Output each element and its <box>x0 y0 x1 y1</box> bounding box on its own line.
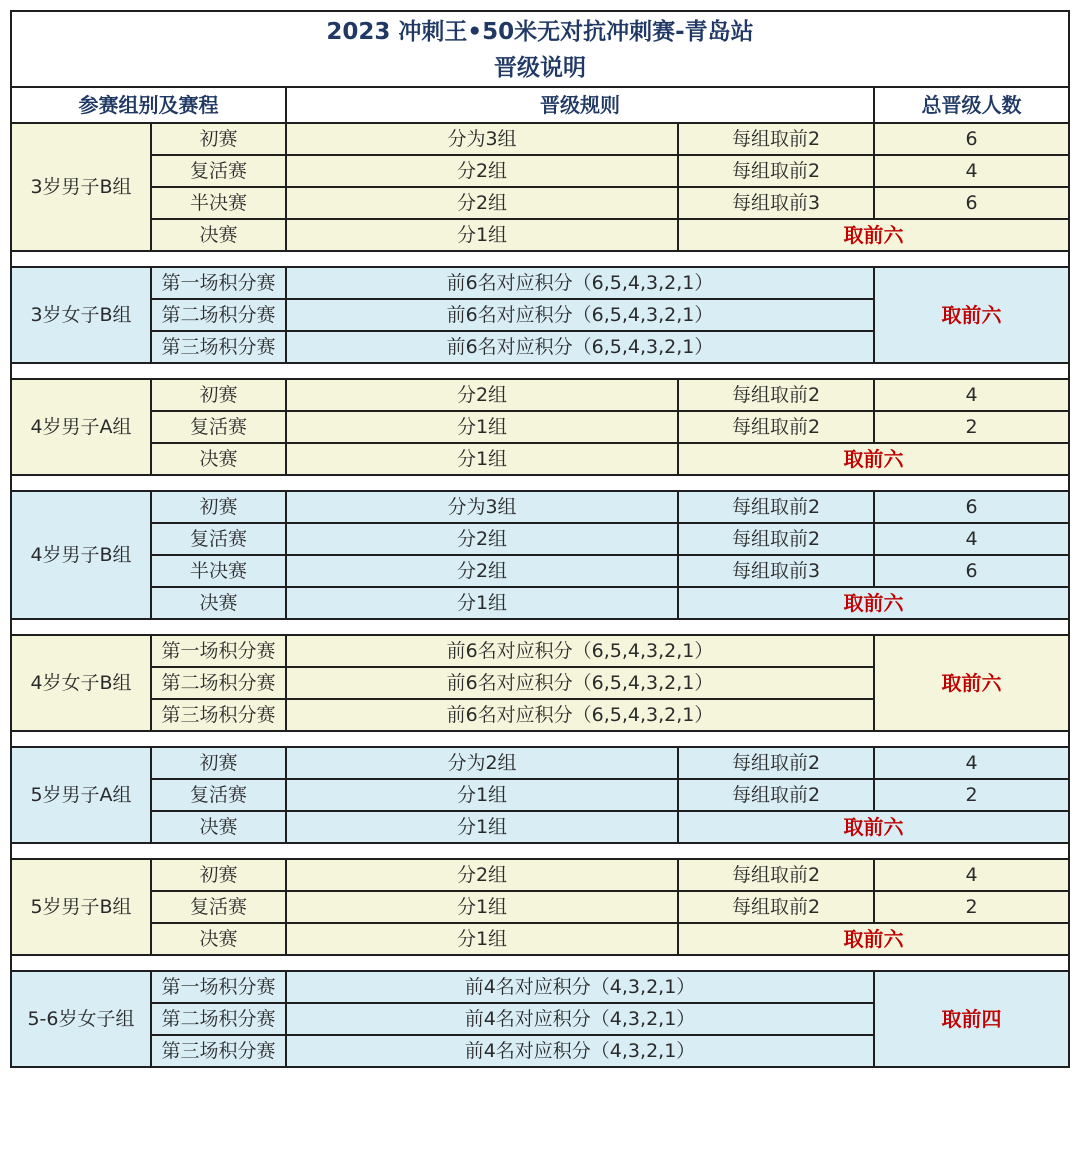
group-name: 3岁女子B组 <box>11 267 151 363</box>
section-spacer <box>11 955 1069 971</box>
stage-name: 半决赛 <box>151 187 286 219</box>
split-rule: 分1组 <box>286 779 678 811</box>
split-rule: 分1组 <box>286 811 678 843</box>
stage-name: 第三场积分赛 <box>151 1035 286 1067</box>
group-name: 5岁男子A组 <box>11 747 151 843</box>
header-rules: 晋级规则 <box>286 87 874 123</box>
table-row <box>11 443 1069 475</box>
total-advance-count: 6 <box>874 491 1069 523</box>
advance-rule: 每组取前2 <box>678 411 874 443</box>
advance-rule: 每组取前2 <box>678 891 874 923</box>
advance-rule: 每组取前2 <box>678 747 874 779</box>
stage-name: 决赛 <box>151 219 286 251</box>
points-rule: 前4名对应积分（4,3,2,1） <box>286 1035 874 1067</box>
final-advance-note: 取前六 <box>678 587 1069 619</box>
header-group-schedule: 参赛组别及赛程 <box>11 87 286 123</box>
table-row <box>11 859 1069 891</box>
split-rule: 分1组 <box>286 411 678 443</box>
table-row <box>11 379 1069 411</box>
table-row <box>11 811 1069 843</box>
points-rule: 前6名对应积分（6,5,4,3,2,1） <box>286 331 874 363</box>
split-rule: 分为3组 <box>286 491 678 523</box>
stage-name: 第一场积分赛 <box>151 267 286 299</box>
stage-name: 复活赛 <box>151 411 286 443</box>
stage-name: 决赛 <box>151 811 286 843</box>
advance-rule: 每组取前2 <box>678 779 874 811</box>
points-rule: 前4名对应积分（4,3,2,1） <box>286 971 874 1003</box>
final-advance-note: 取前六 <box>678 923 1069 955</box>
split-rule: 分1组 <box>286 219 678 251</box>
stage-name: 第二场积分赛 <box>151 1003 286 1035</box>
section-spacer <box>11 251 1069 267</box>
total-advance-count: 6 <box>874 555 1069 587</box>
section-spacer <box>11 731 1069 747</box>
section-spacer <box>11 843 1069 859</box>
total-advance-count: 2 <box>874 779 1069 811</box>
advancement-table <box>10 10 1070 1068</box>
split-rule: 分2组 <box>286 523 678 555</box>
table-row <box>11 523 1069 555</box>
group-name: 4岁男子B组 <box>11 491 151 619</box>
stage-name: 第三场积分赛 <box>151 699 286 731</box>
table-row <box>11 971 1069 1003</box>
advance-rule: 每组取前2 <box>678 523 874 555</box>
points-rule: 前6名对应积分（6,5,4,3,2,1） <box>286 299 874 331</box>
group-name: 3岁男子B组 <box>11 123 151 251</box>
table-row <box>11 491 1069 523</box>
table-row <box>11 219 1069 251</box>
table-row <box>11 555 1069 587</box>
table-row <box>11 123 1069 155</box>
total-advance-count: 4 <box>874 523 1069 555</box>
advance-rule: 每组取前2 <box>678 379 874 411</box>
split-rule: 分1组 <box>286 587 678 619</box>
title-line-2: 晋级说明 <box>494 55 587 81</box>
split-rule: 分2组 <box>286 859 678 891</box>
total-advance-count: 6 <box>874 123 1069 155</box>
split-rule: 分为2组 <box>286 747 678 779</box>
table-row <box>11 587 1069 619</box>
split-rule: 分2组 <box>286 155 678 187</box>
total-advance-count: 4 <box>874 859 1069 891</box>
points-rule: 前6名对应积分（6,5,4,3,2,1） <box>286 699 874 731</box>
group-name: 4岁女子B组 <box>11 635 151 731</box>
table-row <box>11 923 1069 955</box>
group-name: 5岁男子B组 <box>11 859 151 955</box>
group-name: 5-6岁女子组 <box>11 971 151 1067</box>
split-rule: 分1组 <box>286 443 678 475</box>
section-spacer <box>11 475 1069 491</box>
advance-rule: 每组取前2 <box>678 491 874 523</box>
table-row <box>11 267 1069 299</box>
stage-name: 初赛 <box>151 747 286 779</box>
stage-name: 初赛 <box>151 379 286 411</box>
stage-name: 复活赛 <box>151 523 286 555</box>
table-row <box>11 779 1069 811</box>
table-row <box>11 411 1069 443</box>
section-spacer <box>11 363 1069 379</box>
total-advance-count: 4 <box>874 155 1069 187</box>
points-rule: 前4名对应积分（4,3,2,1） <box>286 1003 874 1035</box>
table-row <box>11 747 1069 779</box>
final-advance-note: 取前六 <box>678 219 1069 251</box>
split-rule: 分2组 <box>286 379 678 411</box>
points-rule: 前6名对应积分（6,5,4,3,2,1） <box>286 267 874 299</box>
page-title <box>11 11 1069 87</box>
total-advance-count: 2 <box>874 411 1069 443</box>
points-rule: 前6名对应积分（6,5,4,3,2,1） <box>286 667 874 699</box>
advance-rule: 每组取前2 <box>678 859 874 891</box>
stage-name: 复活赛 <box>151 891 286 923</box>
stage-name: 第二场积分赛 <box>151 667 286 699</box>
total-advance-count: 2 <box>874 891 1069 923</box>
advance-rule: 每组取前2 <box>678 155 874 187</box>
section-spacer <box>11 619 1069 635</box>
table-row <box>11 635 1069 667</box>
stage-name: 第一场积分赛 <box>151 635 286 667</box>
advance-rule: 每组取前3 <box>678 555 874 587</box>
stage-name: 决赛 <box>151 923 286 955</box>
split-rule: 分2组 <box>286 555 678 587</box>
stage-name: 决赛 <box>151 587 286 619</box>
total-advance-count: 4 <box>874 379 1069 411</box>
split-rule: 分1组 <box>286 923 678 955</box>
header-total: 总晋级人数 <box>874 87 1069 123</box>
stage-name: 复活赛 <box>151 779 286 811</box>
points-rule: 前6名对应积分（6,5,4,3,2,1） <box>286 635 874 667</box>
total-advance-note: 取前四 <box>874 971 1069 1067</box>
stage-name: 决赛 <box>151 443 286 475</box>
split-rule: 分1组 <box>286 891 678 923</box>
advance-rule: 每组取前3 <box>678 187 874 219</box>
stage-name: 初赛 <box>151 123 286 155</box>
total-advance-count: 6 <box>874 187 1069 219</box>
total-advance-count: 4 <box>874 747 1069 779</box>
stage-name: 第一场积分赛 <box>151 971 286 1003</box>
stage-name: 第二场积分赛 <box>151 299 286 331</box>
total-advance-note: 取前六 <box>874 267 1069 363</box>
stage-name: 半决赛 <box>151 555 286 587</box>
stage-name: 第三场积分赛 <box>151 331 286 363</box>
total-advance-note: 取前六 <box>874 635 1069 731</box>
table-row <box>11 891 1069 923</box>
advance-rule: 每组取前2 <box>678 123 874 155</box>
final-advance-note: 取前六 <box>678 811 1069 843</box>
table-row <box>11 187 1069 219</box>
stage-name: 复活赛 <box>151 155 286 187</box>
split-rule: 分2组 <box>286 187 678 219</box>
table-row <box>11 155 1069 187</box>
group-name: 4岁男子A组 <box>11 379 151 475</box>
final-advance-note: 取前六 <box>678 443 1069 475</box>
split-rule: 分为3组 <box>286 123 678 155</box>
stage-name: 初赛 <box>151 859 286 891</box>
stage-name: 初赛 <box>151 491 286 523</box>
title-line-1: 2023 冲刺王•50米无对抗冲刺赛-青岛站 <box>326 19 754 45</box>
